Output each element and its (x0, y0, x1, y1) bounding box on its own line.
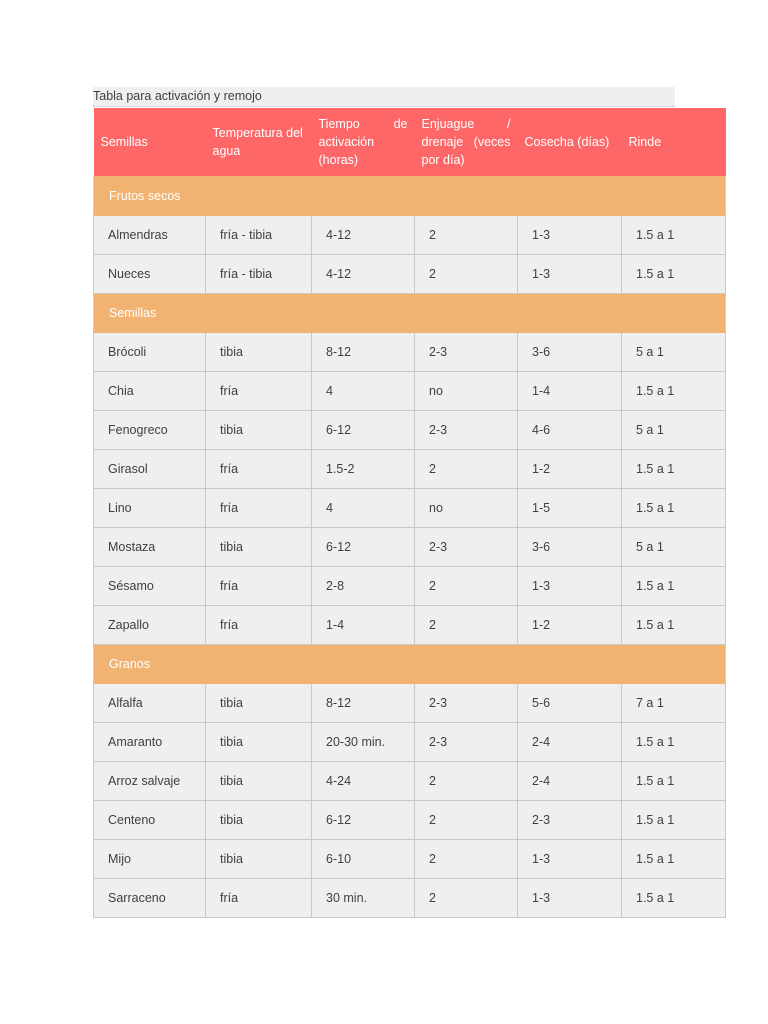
cell-seed: Lino (94, 488, 206, 527)
table-body (94, 176, 726, 917)
cell-water-temperature: tibia (206, 800, 312, 839)
cell-harvest-days: 3-6 (518, 332, 622, 371)
header-harvest-days: Cosecha (días) (524, 134, 610, 149)
table-row (94, 488, 726, 527)
table-header (94, 108, 726, 176)
cell-yield: 1.5 a 1 (622, 371, 726, 410)
cell-activation-time: 6-12 (312, 800, 415, 839)
header-rinse-drain: Enjuague / drenaje (veces por día) (421, 116, 511, 167)
cell-seed: Zapallo (94, 605, 206, 644)
table-row (94, 839, 726, 878)
cell-harvest-days: 1-3 (518, 215, 622, 254)
cell-harvest-days: 1-3 (518, 566, 622, 605)
cell-harvest-days: 3-6 (518, 527, 622, 566)
cell-rinse-drain: 2-3 (415, 332, 518, 371)
cell-rinse-drain: no (415, 488, 518, 527)
cell-water-temperature: tibia (206, 722, 312, 761)
table-row (94, 800, 726, 839)
table-row (94, 254, 726, 293)
cell-harvest-days: 2-3 (518, 800, 622, 839)
cell-activation-time: 30 min. (312, 878, 415, 917)
cell-rinse-drain: no (415, 371, 518, 410)
table-row (94, 761, 726, 800)
cell-activation-time: 4-24 (312, 761, 415, 800)
cell-yield: 1.5 a 1 (622, 254, 726, 293)
cell-harvest-days: 1-3 (518, 254, 622, 293)
cell-rinse-drain: 2 (415, 839, 518, 878)
cell-rinse-drain: 2-3 (415, 722, 518, 761)
cell-activation-time: 6-10 (312, 839, 415, 878)
category-label: Frutos secos (94, 176, 726, 215)
cell-seed: Alfalfa (94, 683, 206, 722)
cell-seed: Almendras (94, 215, 206, 254)
cell-rinse-drain: 2 (415, 605, 518, 644)
cell-activation-time: 1-4 (312, 605, 415, 644)
cell-rinse-drain: 2 (415, 215, 518, 254)
cell-activation-time: 4-12 (312, 215, 415, 254)
cell-rinse-drain: 2 (415, 761, 518, 800)
cell-harvest-days: 1-2 (518, 449, 622, 488)
cell-yield: 1.5 a 1 (622, 449, 726, 488)
category-label: Semillas (94, 293, 726, 332)
cell-activation-time: 1.5-2 (312, 449, 415, 488)
cell-harvest-days: 4-6 (518, 410, 622, 449)
cell-rinse-drain: 2 (415, 878, 518, 917)
cell-water-temperature: tibia (206, 410, 312, 449)
cell-activation-time: 8-12 (312, 683, 415, 722)
header-water-temperature: Temperatura del agua (212, 125, 303, 158)
cell-water-temperature: fría (206, 566, 312, 605)
header-seeds: Semillas (100, 134, 148, 149)
table-row (94, 371, 726, 410)
cell-yield: 5 a 1 (622, 410, 726, 449)
cell-seed: Amaranto (94, 722, 206, 761)
cell-yield: 1.5 a 1 (622, 878, 726, 917)
cell-activation-time: 6-12 (312, 527, 415, 566)
table-row (94, 410, 726, 449)
cell-rinse-drain: 2-3 (415, 527, 518, 566)
table-row (94, 605, 726, 644)
cell-activation-time: 4 (312, 371, 415, 410)
cell-water-temperature: fría (206, 371, 312, 410)
cell-rinse-drain: 2-3 (415, 410, 518, 449)
cell-seed: Girasol (94, 449, 206, 488)
cell-water-temperature: fría (206, 878, 312, 917)
cell-harvest-days: 1-4 (518, 371, 622, 410)
cell-water-temperature: tibia (206, 527, 312, 566)
cell-seed: Nueces (94, 254, 206, 293)
cell-seed: Chia (94, 371, 206, 410)
cell-yield: 1.5 a 1 (622, 605, 726, 644)
cell-activation-time: 8-12 (312, 332, 415, 371)
cell-water-temperature: tibia (206, 761, 312, 800)
cell-water-temperature: fría (206, 605, 312, 644)
table-caption: Tabla para activación y remojo (93, 87, 675, 107)
cell-harvest-days: 1-3 (518, 878, 622, 917)
table-row (94, 215, 726, 254)
cell-yield: 7 a 1 (622, 683, 726, 722)
cell-seed: Brócoli (94, 332, 206, 371)
header-yield: Rinde (628, 134, 662, 149)
table-row (94, 449, 726, 488)
cell-yield: 1.5 a 1 (622, 722, 726, 761)
cell-yield: 5 a 1 (622, 527, 726, 566)
table-row (94, 566, 726, 605)
header-row (94, 108, 726, 176)
cell-activation-time: 4-12 (312, 254, 415, 293)
cell-seed: Mostaza (94, 527, 206, 566)
soaking-table (93, 108, 726, 918)
cell-activation-time: 4 (312, 488, 415, 527)
table-row (94, 527, 726, 566)
cell-harvest-days: 1-5 (518, 488, 622, 527)
cell-activation-time: 2-8 (312, 566, 415, 605)
cell-water-temperature: fría - tibia (206, 254, 312, 293)
cell-rinse-drain: 2 (415, 800, 518, 839)
cell-water-temperature: tibia (206, 683, 312, 722)
cell-seed: Mijo (94, 839, 206, 878)
cell-yield: 1.5 a 1 (622, 800, 726, 839)
cell-seed: Sarraceno (94, 878, 206, 917)
cell-water-temperature: tibia (206, 839, 312, 878)
cell-seed: Fenogreco (94, 410, 206, 449)
category-row (94, 176, 726, 215)
cell-seed: Sésamo (94, 566, 206, 605)
cell-rinse-drain: 2 (415, 449, 518, 488)
cell-rinse-drain: 2-3 (415, 683, 518, 722)
cell-yield: 1.5 a 1 (622, 761, 726, 800)
cell-harvest-days: 2-4 (518, 722, 622, 761)
cell-water-temperature: fría (206, 449, 312, 488)
cell-water-temperature: tibia (206, 332, 312, 371)
category-label: Granos (94, 644, 726, 683)
cell-harvest-days: 1-2 (518, 605, 622, 644)
cell-rinse-drain: 2 (415, 254, 518, 293)
cell-activation-time: 6-12 (312, 410, 415, 449)
cell-harvest-days: 1-3 (518, 839, 622, 878)
table-row (94, 332, 726, 371)
cell-harvest-days: 5-6 (518, 683, 622, 722)
header-activation-time: Tiempo de activación (horas) (318, 116, 408, 167)
cell-yield: 1.5 a 1 (622, 839, 726, 878)
category-row (94, 293, 726, 332)
cell-yield: 1.5 a 1 (622, 215, 726, 254)
table-row (94, 722, 726, 761)
cell-harvest-days: 2-4 (518, 761, 622, 800)
cell-yield: 1.5 a 1 (622, 488, 726, 527)
cell-water-temperature: fría (206, 488, 312, 527)
cell-rinse-drain: 2 (415, 566, 518, 605)
table-row (94, 683, 726, 722)
cell-yield: 5 a 1 (622, 332, 726, 371)
cell-yield: 1.5 a 1 (622, 566, 726, 605)
cell-activation-time: 20-30 min. (312, 722, 415, 761)
cell-seed: Arroz salvaje (94, 761, 206, 800)
category-row (94, 644, 726, 683)
cell-water-temperature: fría - tibia (206, 215, 312, 254)
table-row (94, 878, 726, 917)
cell-seed: Centeno (94, 800, 206, 839)
